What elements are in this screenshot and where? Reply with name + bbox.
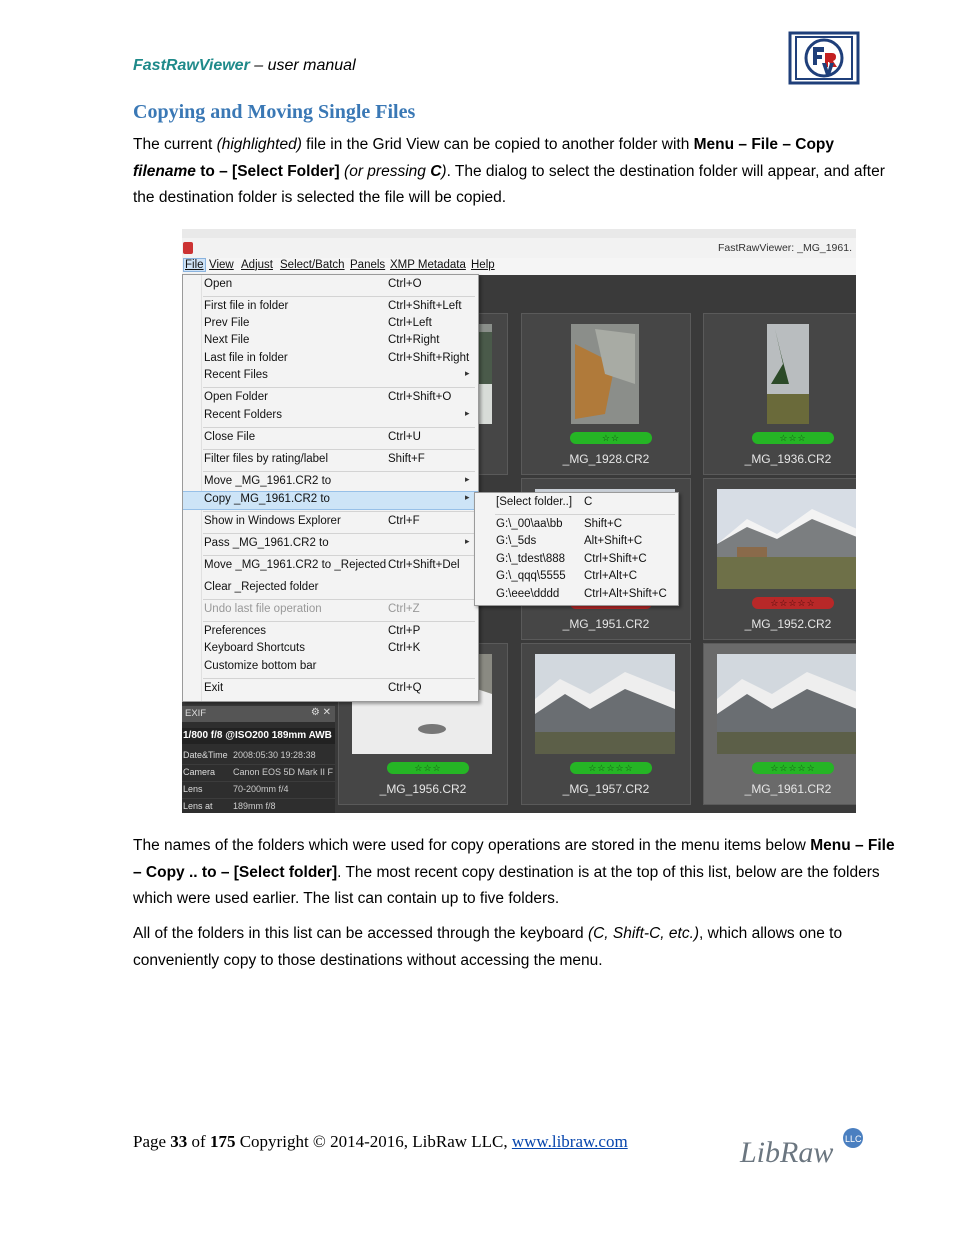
submenu-arrow-icon: ▸ <box>465 536 470 546</box>
menu-item-recent-files[interactable]: Recent Files ▸ <box>204 368 470 381</box>
thumbnail-image <box>535 654 675 754</box>
submenu-arrow-icon: ▸ <box>465 492 470 502</box>
menu-item-undo: Undo last file operation Ctrl+Z <box>204 603 420 615</box>
submenu-item-folder[interactable]: G:\_qqq\5555 Ctrl+Alt+C <box>496 570 638 582</box>
section-title: Copying and Moving Single Files <box>133 101 416 123</box>
menu-item-move-to[interactable]: Move _MG_1961.CR2 to ▸ <box>204 474 470 487</box>
menu-item-preferences[interactable]: Preferences Ctrl+P <box>204 625 421 637</box>
menu-item-prev-file[interactable]: Prev File Ctrl+Left <box>204 317 432 329</box>
file-menu <box>182 274 479 702</box>
menu-item-exit[interactable]: Exit Ctrl+Q <box>204 682 422 694</box>
libraw-logo-icon <box>738 1124 868 1169</box>
menu-separator <box>203 678 475 679</box>
submenu-item-folder[interactable]: G:\_tdest\888 Ctrl+Shift+C <box>496 553 647 565</box>
menu-item-next-file[interactable]: Next File Ctrl+Right <box>204 334 440 346</box>
thumbnail-image <box>717 489 856 589</box>
menu-item-show-in-explorer[interactable]: Show in Windows Explorer Ctrl+F <box>204 515 420 527</box>
svg-text:LLC: LLC <box>845 1134 862 1144</box>
submenu-arrow-icon: ▸ <box>465 368 470 378</box>
thumbnail-cell[interactable] <box>703 478 856 640</box>
menu-xmp-metadata[interactable]: XMP Metadata <box>390 259 466 271</box>
exif-summary: 1/800 f/8 @ISO200 189mm AWB <box>182 728 335 744</box>
thumbnail-cell-selected[interactable] <box>703 643 856 805</box>
page-footer: Page 33 of 175 Copyright © 2014-2016, LibRaw LLC, www.libraw.com <box>133 1132 628 1151</box>
window-title: FastRawViewer: _MG_1961. <box>717 242 852 254</box>
thumbnail-image <box>717 324 856 424</box>
keyboard-paragraph: All of the folders in this list can be accessed through the keyboard (C, Shift-C, etc.), which allows one to conveniently copy to those destinations without accessing the menu. <box>133 925 843 969</box>
header-subtitle: – user manual <box>249 57 356 74</box>
folders-paragraph: The names of the folders which were used for copy operations are stored in the menu items below Menu – File – Copy .. to – [Select folder]. The most recent copy destination is at the top of this list, below are the folders which were used earlier. The list can contain up to five folders. <box>133 837 895 907</box>
menu-item-copy-to[interactable]: Copy _MG_1961.CR2 to ▸ <box>183 491 478 510</box>
rating-badge: ☆☆☆☆☆ <box>752 762 834 774</box>
window-titlebar <box>182 238 856 258</box>
menu-item-move-to-rejected[interactable]: Move _MG_1961.CR2 to _Rejected Ctrl+Shift+Del <box>204 559 460 571</box>
menu-separator <box>203 387 475 388</box>
menu-view[interactable]: View <box>209 259 234 271</box>
menu-separator <box>203 533 475 534</box>
menu-item-clear-rejected[interactable]: Clear _Rejected folder <box>204 581 319 593</box>
submenu-item-folder[interactable]: G:\eee\dddd Ctrl+Alt+Shift+C <box>496 588 667 600</box>
exif-row: Lens 70-200mm f/4 <box>182 781 335 799</box>
menu-panels[interactable]: Panels <box>350 259 386 271</box>
document-header <box>133 57 356 75</box>
app-icon <box>183 242 193 254</box>
submenu-arrow-icon: ▸ <box>465 474 470 484</box>
menu-help[interactable]: Help <box>471 259 495 271</box>
app-screenshot <box>182 229 856 813</box>
rating-badge: ☆☆☆ <box>752 432 834 444</box>
exif-header <box>182 706 335 722</box>
submenu-item-folder[interactable]: G:\_5ds Alt+Shift+C <box>496 535 643 547</box>
menu-separator <box>203 621 475 622</box>
thumbnail-filename: _MG_1952.CR2 <box>744 617 832 631</box>
rating-badge: ☆☆ <box>570 432 652 444</box>
menu-file[interactable]: File <box>185 259 204 271</box>
frv-logo-icon <box>786 31 862 85</box>
gear-close-icon[interactable]: ⚙ ✕ <box>310 707 331 718</box>
intro-paragraph: The current (highlighted) file in the Grid View can be copied to another folder with Menu – File – Copy filename to – [Select Folder] (or pressing C). The dialog to select the destination folder will appear, and after the destination folder is selected the file will be copied. <box>133 136 885 206</box>
exif-panel <box>182 706 335 813</box>
menu-item-open[interactable]: Open Ctrl+O <box>204 278 422 290</box>
thumbnail-filename: _MG_1936.CR2 <box>744 452 832 466</box>
menu-item-pass-to[interactable]: Pass _MG_1961.CR2 to ▸ <box>204 536 470 549</box>
rating-badge: ☆☆☆☆☆ <box>752 597 834 609</box>
exif-title: EXIF <box>185 708 207 719</box>
thumbnail-filename: _MG_1957.CR2 <box>562 782 650 796</box>
thumbnail-cell[interactable] <box>703 313 856 475</box>
menu-separator <box>203 449 475 450</box>
copy-to-submenu <box>474 492 679 606</box>
exif-row: Date&Time 2008:05:30 19:28:38 <box>182 747 335 765</box>
menu-separator <box>203 599 475 600</box>
menu-select-batch[interactable]: Select/Batch <box>280 259 345 271</box>
thumbnail-filename: _MG_1961.CR2 <box>744 782 832 796</box>
thumbnail-filename: _MG_1928.CR2 <box>562 452 650 466</box>
thumbnail-image <box>535 324 675 424</box>
menu-adjust[interactable]: Adjust <box>241 259 273 271</box>
thumbnail-filename: _MG_1951.CR2 <box>562 617 650 631</box>
menu-item-keyboard-shortcuts[interactable]: Keyboard Shortcuts Ctrl+K <box>204 642 421 654</box>
menu-separator <box>203 511 475 512</box>
thumbnail-filename: _MG_1956.CR2 <box>379 782 467 796</box>
menu-item-first-file[interactable]: First file in folder Ctrl+Shift+Left <box>204 300 462 312</box>
menu-item-filter-files[interactable]: Filter files by rating/label Shift+F <box>204 453 425 465</box>
menu-item-recent-folders[interactable]: Recent Folders ▸ <box>204 408 470 421</box>
submenu-item-select-folder[interactable]: [Select folder..] C <box>496 496 593 508</box>
menu-item-close-file[interactable]: Close File Ctrl+U <box>204 431 421 443</box>
menu-item-last-file[interactable]: Last file in folder Ctrl+Shift+Right <box>204 352 470 364</box>
libraw-logo-text: LibRaw <box>740 1136 834 1169</box>
thumbnail-image <box>717 654 856 754</box>
exif-row: Camera Canon EOS 5D Mark II F <box>182 764 335 782</box>
rating-badge: ☆☆☆☆☆ <box>570 762 652 774</box>
rating-badge: ☆☆☆ <box>387 762 469 774</box>
header-app-name: FastRawViewer <box>133 57 250 74</box>
menu-separator <box>495 514 675 515</box>
menu-item-customize-bottom-bar[interactable]: Customize bottom bar <box>204 660 317 672</box>
menu-separator <box>203 427 475 428</box>
menu-item-open-folder[interactable]: Open Folder Ctrl+Shift+O <box>204 391 452 403</box>
submenu-item-folder[interactable]: G:\_00\aa\bb Shift+C <box>496 518 623 530</box>
libraw-link[interactable]: www.libraw.com <box>511 1132 628 1151</box>
submenu-arrow-icon: ▸ <box>465 408 470 418</box>
thumbnail-cell[interactable] <box>521 313 691 475</box>
thumbnail-cell[interactable] <box>521 643 691 805</box>
exif-row: Lens at 189mm f/8 <box>182 798 335 813</box>
menu-separator <box>203 555 475 556</box>
menu-separator <box>203 296 475 297</box>
menu-separator <box>203 471 475 472</box>
